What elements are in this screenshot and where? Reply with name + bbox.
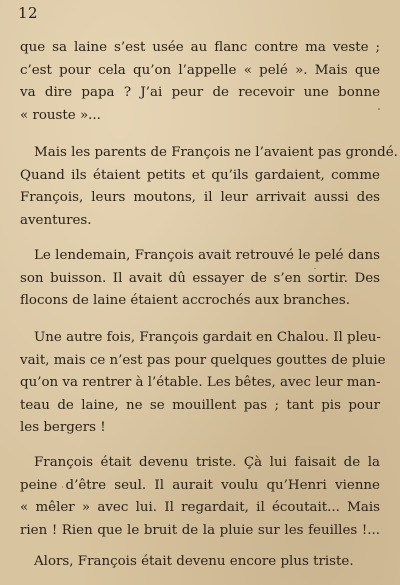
text-line: les bergers ! [20,420,106,435]
paragraph-6 [20,551,380,574]
text-line: Une autre fois, François gardait en Chalou. Il pleu- [34,330,381,345]
text-line: Quand ils étaient petits et qu’ils gardaient, comme [20,167,380,183]
paragraph-4 [20,327,386,440]
page-number: 12 [18,4,39,22]
text-line: François était devenu triste. Çà lui faisait de la [34,455,380,470]
text-line: rien ! Rien que le bruit de la pluie sur les feuilles !... [20,522,380,538]
text-line: teau de laine, ne se mouillent pas ; tant pis pour [20,397,380,413]
text-line: Alors, François était devenu encore plus triste. [34,554,354,569]
text-line: que sa laine s’est usée au flanc contre ma veste ; [20,40,380,55]
paragraph-3 [20,245,380,313]
text-line: son buisson. Il avait dû essayer de s’en sortir. Des [20,270,380,286]
paper-speck [378,108,380,110]
text-line: François, leurs moutons, il leur arrivait aussi des [20,190,380,205]
text-line: Mais les parents de François ne l’avaient pas grondé. [34,145,398,160]
text-line: aventures. [20,212,92,228]
paragraph-2 [20,142,398,232]
text-line: « rouste »... [20,107,101,123]
text-line: « mêler » avec lui. Il regardait, il écoutait... Mais [20,500,380,515]
text-line: flocons de laine étaient accrochés aux branches. [20,293,350,308]
paper-speck [62,486,63,488]
paragraph-1 [20,37,380,127]
text-line: c’est pour cela qu’on l’appelle « pelé ». Mais que [20,62,380,78]
text-line: Le lendemain, François avait retrouvé le pelé dans [34,248,380,263]
text-line: peine d’être seul. Il aurait voulu qu’Henri vienne [20,477,380,493]
text-line: va dire papa ? J’ai peur de recevoir une bonne [20,85,380,100]
paper-speck [314,268,316,269]
text-line: vait, mais ce n’est pas pour quelques gouttes de pluie [20,352,386,368]
text-line: qu’on va rentrer à l’étable. Les bêtes, avec leur man- [20,375,381,390]
paragraph-5 [20,452,380,542]
